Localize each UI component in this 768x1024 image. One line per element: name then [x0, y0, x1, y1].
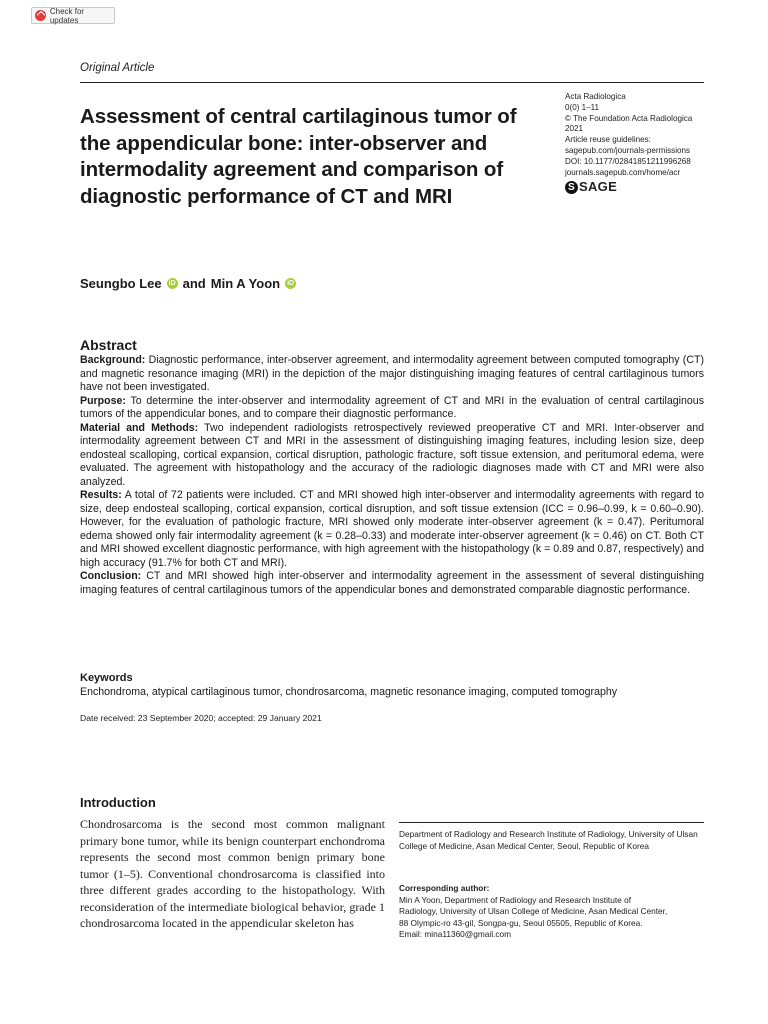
date-received: Date received: 23 September 2020; accepted: 29 January 2021 — [80, 713, 322, 723]
check-for-updates-badge[interactable] — [31, 7, 115, 24]
abstract-section — [80, 337, 704, 597]
reuse-link[interactable]: sagepub.com/journals-permissions — [565, 145, 691, 155]
affiliation: Department of Radiology and Research Institute of Radiology, University of Ulsan College of Medicine, Asan Medical Center, Seoul, Republic of Korea — [399, 829, 698, 851]
keywords-heading: Keywords — [80, 672, 133, 684]
abstract-conclusion: Conclusion: CT and MRI showed high inter-observer and intermodality agreement in the assessment of several distinguishing imaging features of central cartilaginous tumors of the appendicular bones and demonstrated comparable diagnostic performance. — [80, 570, 704, 596]
abstract-purpose: Purpose: To determine the inter-observer and intermodality agreement of CT and MRI in the evaluation of central cartilaginous tumors of the appendicular bones, and to compare their diagnostic performance. — [80, 394, 704, 420]
introduction-body: Chondrosarcoma is the second most common malignant primary bone tumor, while its benign counterpart enchondroma represents the second most common benign primary bone tumor (1–5). Conventional chondrosarcoma is classified into three different grades according to the histopathology. With reconsideration of the intermediate biological behavior, grade 1 chondrosarcoma located in the appendicular skeleton has — [80, 817, 385, 930]
introduction-heading: Introduction — [80, 795, 156, 810]
author-2[interactable]: Min A Yoon — [210, 276, 281, 291]
keywords-section — [80, 672, 704, 700]
abstract-heading: Abstract — [80, 337, 137, 353]
journal-name: Acta Radiologica — [565, 92, 626, 101]
year: 2021 — [565, 124, 584, 134]
author-1[interactable]: Seungbo Lee — [80, 276, 162, 291]
check-for-updates-label: Check for updates — [49, 6, 85, 25]
refresh-icon — [35, 10, 46, 21]
copyright: © The Foundation Acta Radiologica — [565, 113, 693, 123]
abstract-results: Results: A total of 72 patients were included. CT and MRI showed high inter-observer and intermodality agreements with regard to size, deep endosteal scalloping, cortical expansion, cortical disruption, and soft tissue extension (ICC = 0.96–0.99, k = 0.60–0.90). However, for the evaluation of pathologic fracture, MRI showed only moderate inter-observer agreement (k = 0.47). Peritumoral edema showed only fair intermodality agreement (k = 0.28–0.33) and moderate inter-observer agreement (k = 0.46) on CT. Both CT and MRI showed excellent diagnostic performance, with high agreement with the histopathology (k = 0.89 and 0.87, respectively) and high accuracy (91.7% for both CT and MRI). — [80, 489, 704, 569]
author-list — [80, 276, 296, 291]
orcid-icon[interactable]: iD — [168, 280, 176, 287]
article-type: Original Article — [80, 62, 155, 74]
corresponding-line: Radiology, University of Ulsan College of Medicine, Asan Medical Center, — [399, 906, 668, 916]
journal-meta — [565, 92, 715, 194]
journal-home-link[interactable]: journals.sagepub.com/home/acr — [565, 167, 681, 177]
corresponding-label: Corresponding author: — [399, 883, 490, 893]
abstract-background: Background: Diagnostic performance, inter-observer agreement, and intermodality agreement between computed tomography (CT) and magnetic resonance imaging (MRI) in the depiction of the major distinguishing imaging features of central cartilaginous tumors have not been investigated. — [80, 354, 704, 393]
keywords-text: Enchondroma, atypical cartilaginous tumor, chondrosarcoma, magnetic resonance imaging, computed tomography — [80, 686, 618, 698]
reuse-label: Article reuse guidelines: — [565, 135, 651, 145]
author-connector: and — [182, 276, 206, 291]
corresponding-email[interactable]: Email: mina11360@gmail.com — [399, 929, 512, 939]
sage-logo — [565, 181, 715, 194]
sage-icon: S — [565, 181, 578, 194]
footnote-divider — [399, 822, 704, 823]
journal-volume: 0(0) 1–11 — [565, 102, 600, 112]
corresponding-author — [399, 883, 704, 941]
doi-link[interactable]: DOI: 10.1177/02841851211996268 — [565, 156, 691, 166]
article-title: Assessment of central cartilaginous tumor of the appendicular bone: inter-observer and intermodality agreement and comparison of diagnostic performance of CT and MRI — [80, 105, 517, 208]
orcid-icon[interactable]: iD — [287, 280, 295, 287]
corresponding-line: Min A Yoon, Department of Radiology and Research Institute of — [399, 894, 631, 905]
abstract-methods: Material and Methods: Two independent radiologists retrospectively reviewed preoperative CT and MRI. Inter-observer and intermodality agreement between CT and MRI in the assessment of distinguishing imaging features, including lesion size, deep endosteal scalloping, cortical expansion, cortical disruption, pathologic fracture, soft tissue extension, and peritumoral edema, were evaluated. The agreement with histopathology and the accuracy of the radiologic diagnoses made with CT and MRI were also analyzed. — [80, 421, 704, 488]
header-divider — [80, 82, 704, 83]
publisher-name: SAGE — [579, 179, 618, 195]
corresponding-line: 88 Olympic-ro 43-gil, Songpa-gu, Seoul 05505, Republic of Korea. — [399, 917, 643, 928]
